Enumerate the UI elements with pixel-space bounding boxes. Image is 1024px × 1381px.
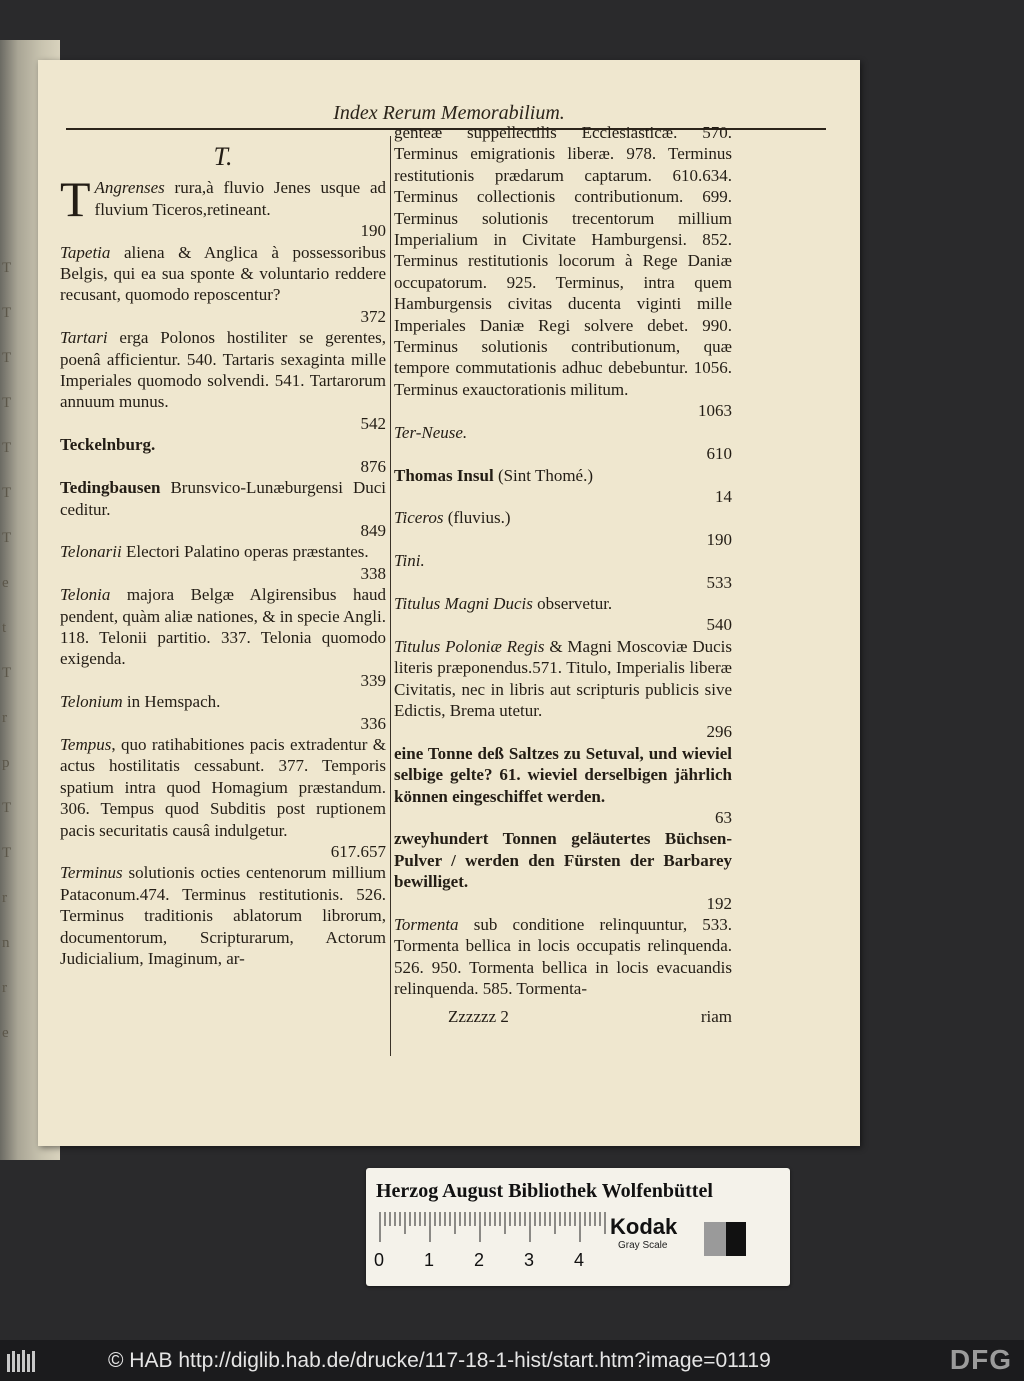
page-reference: 533 [706, 572, 732, 592]
hab-logo-icon [6, 1348, 40, 1374]
entry-text: observetur. [532, 593, 613, 613]
entry-text: rura,à fluvio Jenes usque ad fluvium Ticeros,retineant. [94, 178, 386, 219]
library-name: Herzog August Bibliothek Wolfenbüttel [376, 1180, 713, 1202]
black-swatch [726, 1222, 746, 1256]
book-page [38, 60, 860, 1146]
index-entry [394, 465, 732, 486]
entry-text: (fluvius.) [443, 508, 511, 528]
entry-headword: Thomas Insul [394, 465, 494, 485]
index-entry [60, 691, 386, 712]
index-entry [60, 477, 386, 520]
entry-text: sub conditione relinquuntur, 533. Tormenta bellica in locis occupatis relinquenda. 526. 950. Tormenta bellica in locis evacuandis relinquenda. 585. Tormenta- [394, 915, 732, 999]
index-entry [394, 507, 732, 528]
index-entry [394, 593, 732, 614]
ruler-number: 1 [424, 1250, 435, 1270]
index-entry [60, 862, 386, 969]
margin-fragment: r [2, 980, 7, 996]
entry-headword: Tartari [60, 328, 108, 348]
dfg-logo: DFG [949, 1344, 1012, 1375]
page-reference: 542 [360, 413, 386, 433]
margin-fragment: T [2, 530, 12, 546]
entry-headword: Tini. [394, 551, 425, 571]
index-entry [60, 541, 386, 562]
entry-text: aliena & Anglica à possessoribus Belgis, qui ea sua sponte & voluntario reddere recusant, quomodo reposcentur? [60, 242, 386, 305]
right-column [394, 122, 732, 1027]
page-reference: 372 [360, 306, 386, 326]
ruler-scale [376, 1212, 606, 1256]
entry-headword: Titulus Magni Ducis [394, 593, 533, 613]
section-letter: T. [213, 142, 233, 171]
margin-fragment: T [2, 305, 12, 321]
margin-fragment: T [2, 395, 12, 411]
index-entry [60, 434, 386, 455]
running-title: Index Rerum Memorabilium. [333, 102, 565, 124]
margin-fragment: T [2, 260, 12, 276]
ruler-number: 4 [574, 1250, 585, 1270]
margin-fragment: T [2, 485, 12, 501]
entry-headword: Tapetia [60, 242, 111, 262]
page-reference: 849 [360, 520, 386, 540]
entry-headword: Titulus Poloniæ Regis [394, 636, 545, 656]
index-entry [394, 636, 732, 722]
page-reference: 190 [706, 529, 732, 549]
page-reference: 336 [360, 713, 386, 733]
entry-headword: Angrenses [94, 178, 165, 198]
entry-text: solutionis octies centenorum millium Pataconum.474. Terminus restitutionis. 526. Terminus traditionis ablatorum librorum, documentorum, Scripturarum, Actorum Judicialium, Imaginum, ar- [60, 863, 386, 969]
margin-fragment: T [2, 665, 12, 681]
gray-scale-label: Gray Scale [618, 1240, 668, 1251]
page-reference: 296 [706, 722, 732, 742]
margin-fragment: T [2, 350, 12, 366]
index-entry [60, 327, 386, 413]
margin-fragment: e [2, 1025, 9, 1041]
page-reference: 610 [706, 444, 732, 464]
kodak-brand: Kodak [610, 1214, 678, 1239]
ruler-number: 3 [524, 1250, 535, 1270]
page-reference: 876 [360, 456, 386, 476]
margin-fragment: r [2, 890, 7, 906]
index-entry [60, 734, 386, 841]
index-entry [394, 550, 732, 571]
index-entry [60, 242, 386, 306]
left-column [60, 140, 386, 969]
margin-fragment: T [2, 845, 12, 861]
copyright-url[interactable]: © HAB http://diglib.hab.de/drucke/117-18-1-hist/start.htm?image=01119 [108, 1349, 771, 1372]
margin-fragment: T [2, 800, 12, 816]
margin-fragment: T [2, 440, 12, 456]
color-calibration-card [366, 1168, 790, 1286]
page-reference: 14 [715, 486, 732, 506]
entry-text: in Hemspach. [122, 692, 221, 712]
footer-bar [0, 1340, 1024, 1381]
signature-mark: Zzzzzz 2 [448, 1006, 509, 1026]
column-divider [390, 136, 391, 1056]
index-entry [394, 422, 732, 443]
index-entry [60, 584, 386, 670]
ruler-number: 2 [474, 1250, 485, 1270]
entry-headword: Teckelnburg. [60, 435, 156, 455]
page-reference: 617.657 [330, 842, 386, 861]
margin-fragment: n [2, 935, 10, 951]
page-reference: 540 [706, 615, 732, 635]
entry-text: zweyhundert Tonnen geläutertes Büchsen-Pulver / werden den Fürsten der Barbarey bewilliget. [394, 829, 732, 892]
entry-headword: Telonia [60, 585, 111, 605]
entry-headword: Tormenta [394, 915, 459, 935]
margin-fragment: e [2, 575, 9, 591]
gray-swatch [704, 1222, 726, 1256]
page-reference: 190 [360, 221, 386, 241]
margin-fragment: p [2, 755, 10, 771]
entry-headword: Tedingbausen [60, 478, 161, 498]
index-entry [394, 122, 732, 400]
drop-cap: T [60, 171, 91, 228]
index-entry [60, 171, 386, 228]
entry-text: & Magni Moscoviæ Ducis literis præponendus.571. Titulo, Imperialis liberæ Civitatis, nec in libris aut scripturis publicis sive Edictis, Brema utetur. [394, 636, 733, 720]
entry-text: (Sint Thomé.) [493, 465, 594, 485]
catchline [394, 1006, 732, 1027]
index-entry [394, 743, 732, 807]
entry-text: erga Polonos hostiliter se gerentes, poenâ afficientur. 540. Tartaris sexaginta mille Imperiales quomodo solvendi. 541. Tartarorum annuum munus. [60, 328, 386, 412]
entry-text: Electori Palatino operas præstantes. [121, 542, 369, 562]
page-reference: 1063 [698, 401, 732, 421]
entry-text: eine Tonne deß Saltzes zu Setuval, und wieviel selbige gelte? 61. wieviel derselbigen jährlich können eingeschiffet werden. [394, 743, 732, 806]
entry-headword: Ticeros [394, 508, 444, 528]
margin-fragment: r [2, 710, 7, 726]
page-reference: 339 [360, 670, 386, 690]
page-reference: 63 [715, 808, 732, 827]
entry-headword: Telonarii [60, 542, 122, 562]
index-entry [394, 828, 732, 892]
page-reference: 338 [360, 563, 386, 583]
entry-text: genteæ suppellectilis Ecclesiasticæ. 570. Terminus emigrationis liberæ. 978. Terminus restitutionis prædarum captarum. 610.634. Terminus collectionis contributionum. 699. Terminus solutionis trecentorum millium Imperialium in Civitate Hamburgensi. 852. Terminus restitutionis locorum à Rege Daniæ occupatorum. 925. Terminus, intra quem Hamburgensis civitas ducenta viginti mille Imperiales Daniæ Regi solvere debet. 990. Terminus solutionis contributionum, quæ tempore commutationis adhuc debebuntur. 1056. Terminus exauctorationis militum. [394, 123, 732, 399]
margin-fragment: t [2, 620, 7, 636]
catchword: riam [700, 1006, 732, 1026]
entry-text: majora Belgæ Algirensibus haud pendent, quàm aliæ nationes, & in specie Angli. 118. Telonii partitio. 337. Telonia quomodo exigenda. [60, 585, 386, 669]
entry-headword: Telonium [60, 692, 123, 712]
page-reference: 192 [706, 893, 732, 913]
entry-headword: Ter-Neuse. [394, 422, 468, 442]
index-entry [394, 914, 732, 1000]
entry-headword: Tempus [60, 734, 112, 754]
entry-text: Brunsvico-Lunæburgensi Duci ceditur. [60, 478, 386, 519]
entry-text: , quo ratihabitiones pacis extradentur & actus hostilitatis cessabunt. 377. Temporis spatium intra quod Homagium præstandum. 306. Tempus quod Subditis post ruptionem pacis securitatis causâ indulgetur. [60, 734, 386, 840]
ruler-number: 0 [374, 1250, 385, 1270]
entry-headword: Terminus [60, 863, 123, 883]
